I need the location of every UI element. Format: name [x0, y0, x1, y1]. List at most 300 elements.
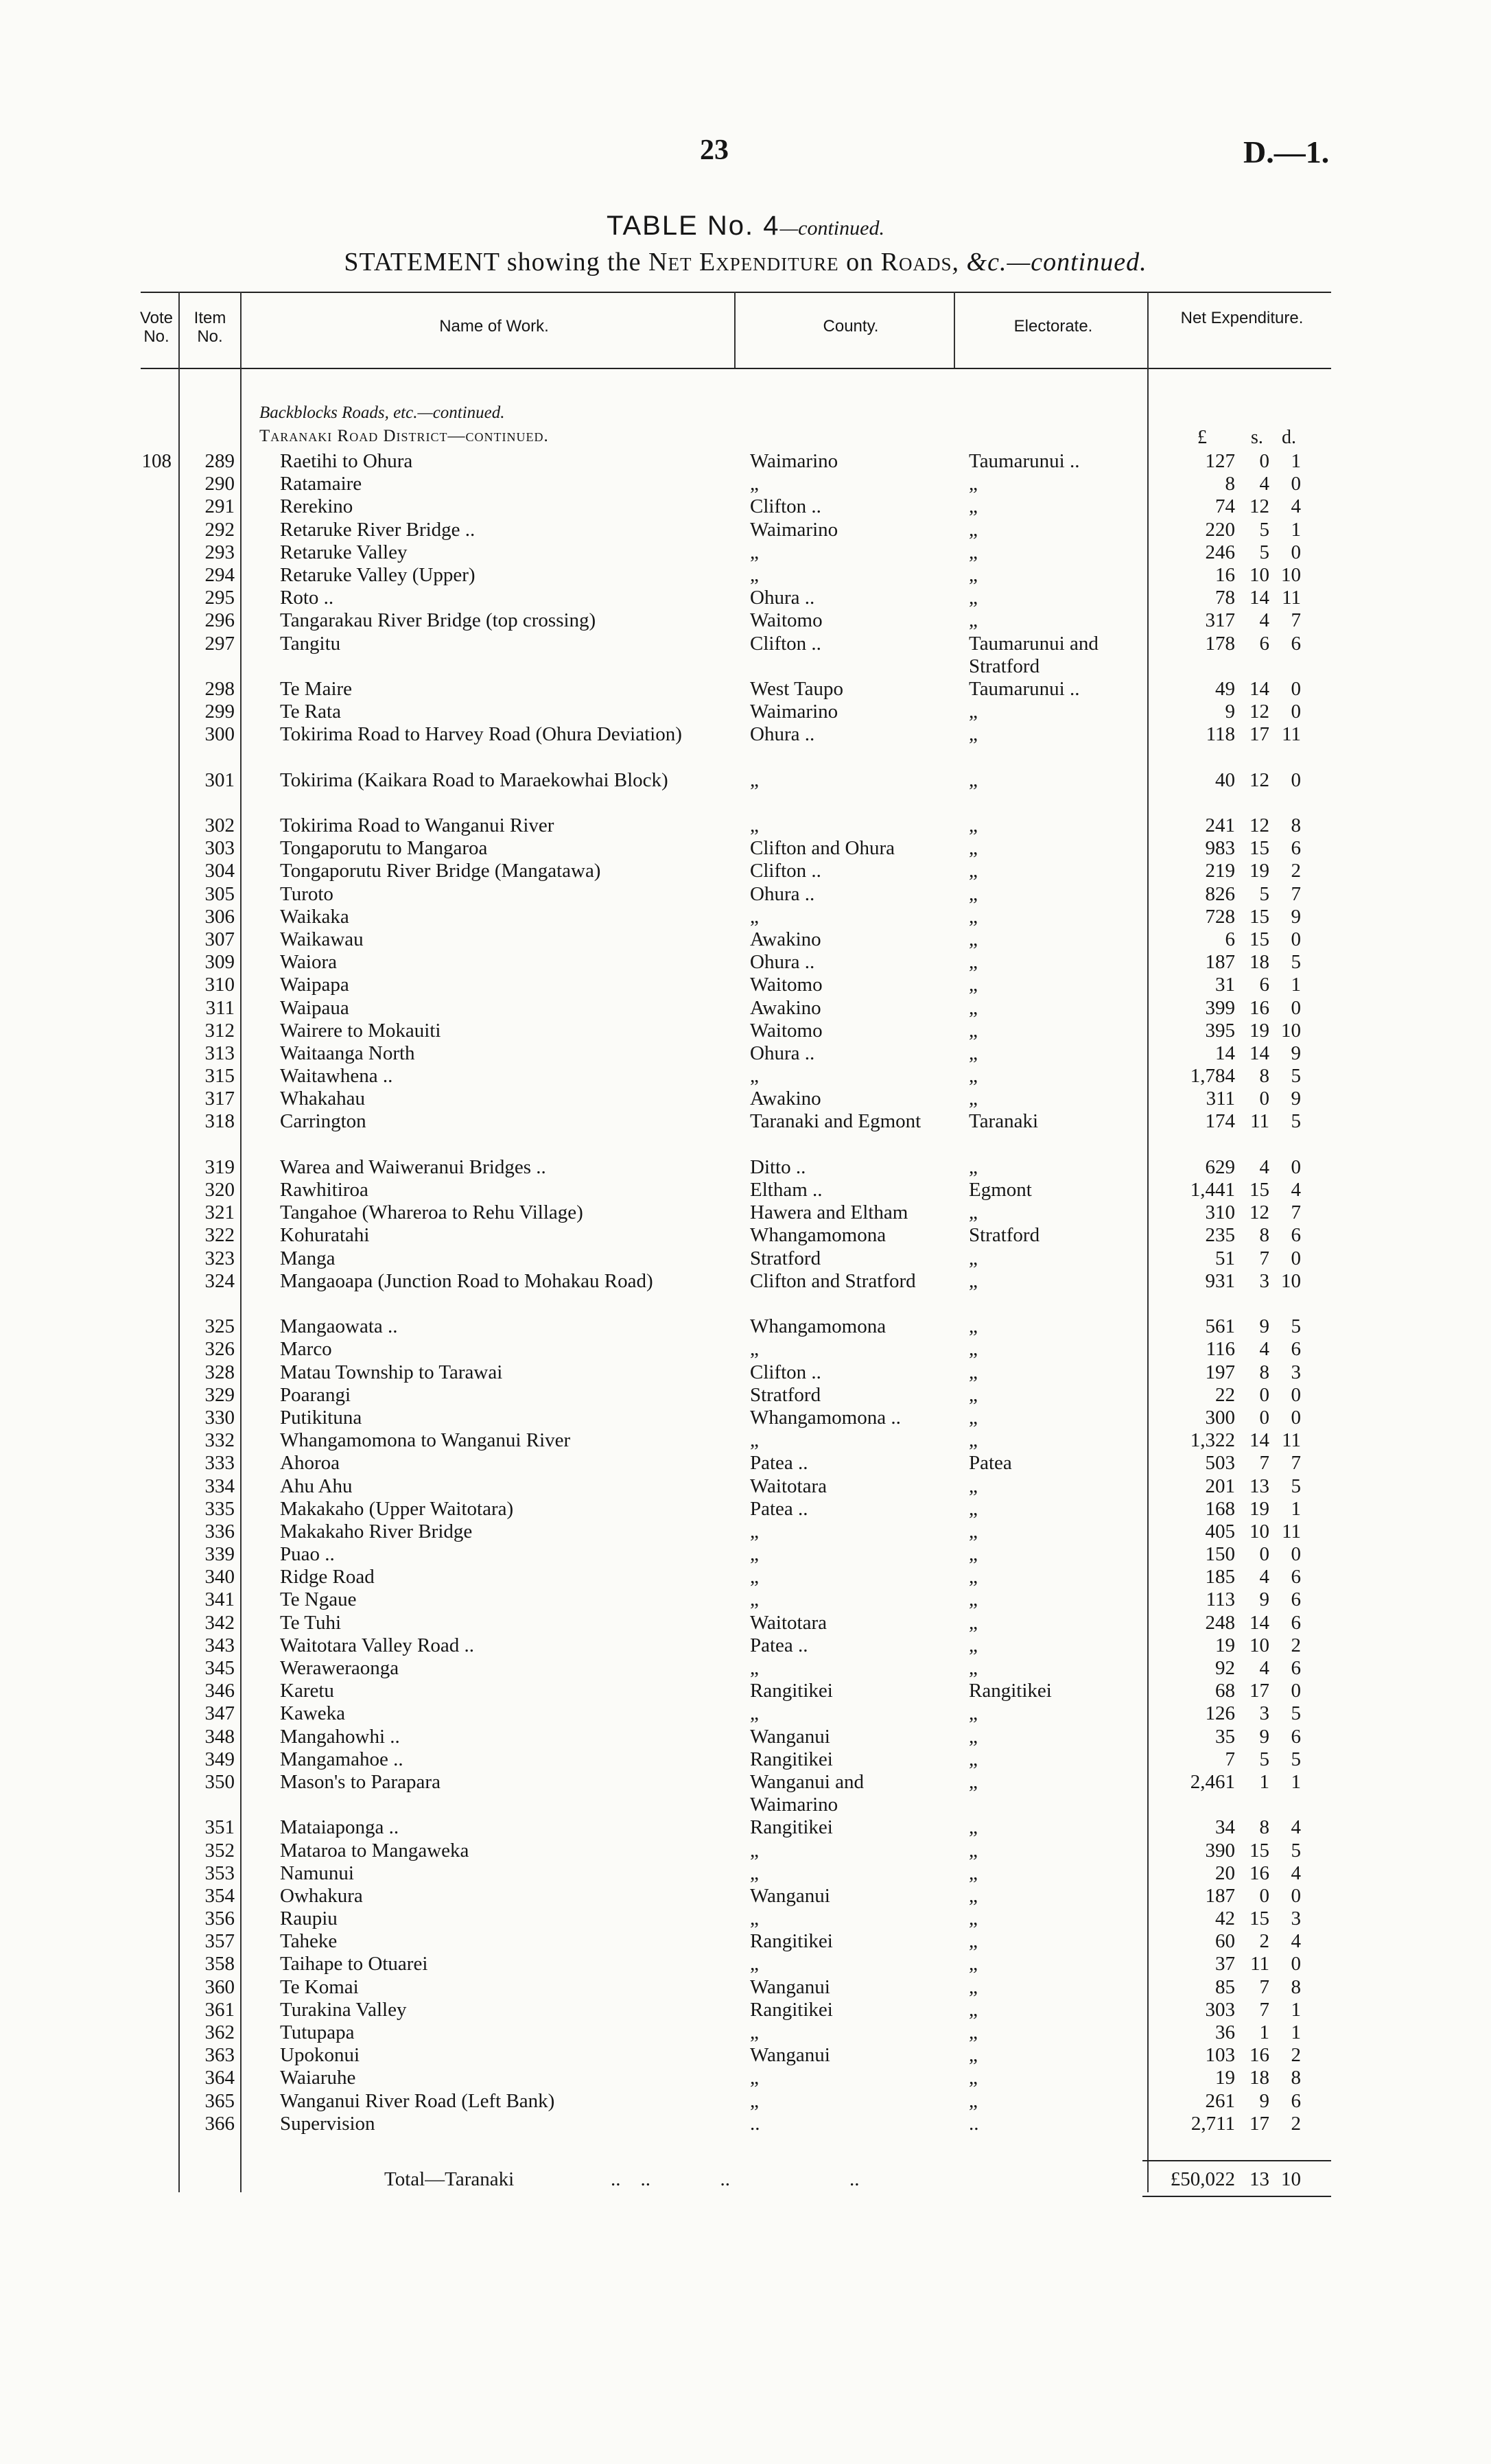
- amount-shillings: 10: [1249, 563, 1269, 586]
- work-name: Te Rata: [280, 701, 341, 723]
- col-header-item: Item No.: [193, 309, 226, 346]
- work-name: Retaruke Valley (Upper): [280, 563, 476, 586]
- amount-pence: 0: [1291, 677, 1301, 700]
- item-number: 333: [204, 1452, 235, 1475]
- electorate-name: „: [969, 1475, 978, 1497]
- amount-shillings: 11: [1250, 1110, 1269, 1133]
- table-title-suffix: —continued.: [779, 217, 884, 239]
- electorate-name: „: [969, 609, 978, 632]
- electorate-name: „: [969, 1748, 978, 1770]
- amount-shillings: 0: [1259, 1406, 1269, 1429]
- amount-pounds: 6: [1225, 928, 1235, 950]
- amount-shillings: 19: [1249, 1497, 1269, 1520]
- amount-pounds: 561: [1205, 1315, 1235, 1338]
- amount-shillings: 7: [1259, 1975, 1269, 1998]
- work-name: Mangaoapa (Junction Road to Mohakau Road): [280, 1269, 653, 1292]
- amount-pence: 6: [1291, 1657, 1301, 1680]
- work-name: Manga: [280, 1247, 336, 1269]
- county-name: Clifton ..: [750, 860, 821, 882]
- work-name: Ratamaire: [280, 473, 362, 495]
- county-name: „: [750, 1429, 759, 1452]
- amount-shillings: 15: [1249, 1179, 1269, 1201]
- work-name: Mataroa to Mangaweka: [280, 1839, 469, 1862]
- work-name: Raupiu: [280, 1908, 338, 1930]
- amount-pounds: 19: [1215, 2067, 1235, 2089]
- item-number: 322: [204, 1224, 235, 1247]
- amount-shillings: 0: [1259, 1088, 1269, 1110]
- work-name: Makakaho River Bridge: [280, 1520, 473, 1542]
- amount-shillings: 14: [1249, 1042, 1269, 1064]
- county-name: Wanganui: [750, 1884, 830, 1907]
- amount-pence: 7: [1291, 609, 1301, 632]
- county-name: „: [750, 905, 759, 928]
- electorate-name: „: [969, 837, 978, 860]
- item-number: 307: [204, 928, 235, 950]
- work-name: Tokirima (Kaikara Road to Maraekowhai Block): [280, 768, 668, 791]
- amount-shillings: 3: [1259, 1702, 1269, 1725]
- amount-pounds: 931: [1205, 1269, 1235, 1292]
- work-name: Ahu Ahu: [280, 1475, 353, 1497]
- item-number: 299: [204, 701, 235, 723]
- work-name: Whakahau: [280, 1088, 365, 1110]
- amount-pounds: 303: [1205, 1998, 1235, 2021]
- amount-pounds: 310: [1205, 1201, 1235, 1224]
- county-name: „: [750, 541, 759, 563]
- backblocks-text: Backblocks Roads, etc.—continued.: [259, 403, 505, 422]
- electorate-name: „: [969, 1497, 978, 1520]
- work-name: Kaweka: [280, 1702, 346, 1725]
- item-number: 321: [204, 1201, 235, 1224]
- table-row: [0, 1065, 1491, 1088]
- amount-shillings: 15: [1249, 1908, 1269, 1930]
- amount-pence: 9: [1291, 1088, 1301, 1110]
- work-name: Taihape to Otuarei: [280, 1953, 428, 1975]
- amount-pounds: 826: [1205, 882, 1235, 905]
- amount-pence: 11: [1282, 1429, 1301, 1452]
- amount-pounds: 20: [1215, 1862, 1235, 1884]
- amount-shillings: 4: [1259, 1338, 1269, 1361]
- table-title: [0, 211, 1491, 242]
- county-name: „: [750, 1862, 759, 1884]
- work-name: Tokirima Road to Wanganui River: [280, 814, 554, 837]
- item-number: 345: [204, 1657, 235, 1680]
- table-row: [0, 450, 1491, 473]
- amount-pence: 10: [1281, 1269, 1301, 1292]
- amount-pence: 0: [1291, 768, 1301, 791]
- electorate-name: „: [969, 1702, 978, 1725]
- table-row: [0, 1885, 1491, 1908]
- work-name: Waiaruhe: [280, 2067, 356, 2089]
- electorate-name: „: [969, 1065, 978, 1088]
- amount-pounds: 150: [1205, 1543, 1235, 1566]
- electorate-name: „: [969, 1088, 978, 1110]
- county-name: Waitotara: [750, 1475, 827, 1497]
- amount-shillings: 1: [1259, 1770, 1269, 1793]
- amount-shillings: 15: [1249, 905, 1269, 928]
- work-name: Te Ngaue: [280, 1588, 357, 1611]
- amount-pounds: 85: [1215, 1975, 1235, 1998]
- county-name: Hawera and Eltham: [750, 1201, 908, 1224]
- electorate-name: „: [969, 1361, 978, 1383]
- amount-shillings: 2: [1259, 1930, 1269, 1953]
- amount-pence: 3: [1291, 1908, 1301, 1930]
- amount-pence: 6: [1291, 1611, 1301, 1634]
- item-number: 329: [204, 1383, 235, 1406]
- table-row: [0, 974, 1491, 996]
- table-row: [0, 1201, 1491, 1224]
- amount-shillings: 13: [1249, 1475, 1269, 1497]
- amount-pounds: 16: [1215, 563, 1235, 586]
- amount-shillings: 19: [1249, 1019, 1269, 1042]
- county-name: „: [750, 1953, 759, 1975]
- amount-pounds: 405: [1205, 1520, 1235, 1542]
- electorate-name: „: [969, 1543, 978, 1566]
- work-name: Whangamomona to Wanganui River: [280, 1429, 571, 1452]
- work-name: Retaruke Valley: [280, 541, 408, 563]
- section-heading-taranaki: Taranaki Road District—continued.: [259, 427, 549, 445]
- electorate-name: „: [969, 2067, 978, 2089]
- county-name: „: [750, 1908, 759, 1930]
- county-name: „: [750, 2067, 759, 2089]
- electorate-name: „: [969, 473, 978, 495]
- amount-shillings: 8: [1259, 1816, 1269, 1839]
- amount-pence: 1: [1291, 1770, 1301, 1793]
- item-number: 296: [204, 609, 235, 632]
- county-name: Wanganui and Waimarino: [750, 1770, 864, 1816]
- amount-shillings: 3: [1259, 1269, 1269, 1292]
- table-row: [0, 1521, 1491, 1543]
- amount-pounds: 246: [1205, 541, 1235, 563]
- work-name: Turoto: [280, 882, 333, 905]
- work-name: Warea and Waiweranui Bridges ..: [280, 1155, 546, 1178]
- item-number: 305: [204, 882, 235, 905]
- item-number: 304: [204, 860, 235, 882]
- item-number: 319: [204, 1155, 235, 1178]
- amount-pounds: 14: [1215, 1042, 1235, 1064]
- work-name: Tangitu: [280, 632, 341, 655]
- county-name: Clifton and Ohura: [750, 837, 895, 860]
- section-heading-backblocks: [259, 403, 505, 423]
- item-number: 306: [204, 905, 235, 928]
- table-row: [0, 769, 1491, 814]
- amount-pence: 1: [1291, 1497, 1301, 1520]
- electorate-name: „: [969, 974, 978, 996]
- amount-shillings: 0: [1259, 1543, 1269, 1566]
- amount-pounds: 127: [1205, 450, 1235, 472]
- work-name: Marco: [280, 1338, 332, 1361]
- col-header-electorate: Electorate.: [1013, 317, 1093, 336]
- amount-pounds: 113: [1206, 1588, 1235, 1611]
- statement-middle: on: [838, 248, 881, 277]
- item-number: 339: [204, 1543, 235, 1566]
- county-name: Stratford: [750, 1247, 821, 1269]
- county-name: „: [750, 1338, 759, 1361]
- work-name: Mataiaponga ..: [280, 1816, 399, 1839]
- amount-pence: 6: [1291, 1338, 1301, 1361]
- table-row: [0, 1702, 1491, 1725]
- table-row: [0, 1475, 1491, 1498]
- item-number: 311: [205, 996, 235, 1019]
- amount-pounds: 187: [1205, 1884, 1235, 1907]
- electorate-name: ..: [969, 2112, 979, 2135]
- amount-pence: 10: [1281, 563, 1301, 586]
- amount-pounds: 19: [1215, 1634, 1235, 1656]
- electorate-name: „: [969, 701, 978, 723]
- amount-shillings: 4: [1259, 473, 1269, 495]
- electorate-name: „: [969, 1269, 978, 1292]
- work-name: Retaruke River Bridge ..: [280, 518, 476, 541]
- amount-pounds: 40: [1215, 768, 1235, 791]
- amount-pence: 8: [1291, 2067, 1301, 2089]
- electorate-name: „: [969, 928, 978, 950]
- county-name: Rangitikei: [750, 1930, 833, 1953]
- amount-pounds: 68: [1215, 1680, 1235, 1702]
- amount-pence: 0: [1291, 1406, 1301, 1429]
- amount-pence: 7: [1291, 1201, 1301, 1224]
- work-name: Tangahoe (Whareroa to Rehu Village): [280, 1201, 583, 1224]
- work-name: Taheke: [280, 1930, 338, 1953]
- item-number: 293: [204, 541, 235, 563]
- item-number: 335: [204, 1497, 235, 1520]
- item-number: 302: [204, 814, 235, 837]
- work-name: Matau Township to Tarawai: [280, 1361, 503, 1383]
- item-number: 351: [204, 1816, 235, 1839]
- item-number: 295: [204, 587, 235, 609]
- work-name: Weraweraonga: [280, 1657, 399, 1680]
- amount-pounds: 185: [1205, 1566, 1235, 1588]
- county-name: Rangitikei: [750, 1998, 833, 2021]
- table-row: [0, 1840, 1491, 1862]
- amount-pounds: 235: [1205, 1224, 1235, 1247]
- amount-pounds: 49: [1215, 677, 1235, 700]
- amount-pence: 2: [1291, 1634, 1301, 1656]
- item-number: 365: [204, 2089, 235, 2112]
- work-name: Wanganui River Road (Left Bank): [280, 2089, 555, 2112]
- table-row: [0, 2067, 1491, 2089]
- work-name: Waitawhena ..: [280, 1065, 393, 1088]
- work-name: Ridge Road: [280, 1566, 375, 1588]
- county-name: Ohura ..: [750, 587, 815, 609]
- amount-pounds: 78: [1215, 587, 1235, 609]
- amount-pounds: 311: [1206, 1088, 1235, 1110]
- page-number: 23: [700, 134, 729, 166]
- currency-shillings: s.: [1251, 427, 1263, 448]
- electorate-name: „: [969, 882, 978, 905]
- work-name: Rawhitiroa: [280, 1179, 368, 1201]
- amount-pence: 8: [1291, 1975, 1301, 1998]
- electorate-name: „: [969, 1657, 978, 1680]
- amount-pence: 1: [1291, 2021, 1301, 2044]
- item-number: 303: [204, 837, 235, 860]
- county-name: Whangamomona: [750, 1315, 887, 1338]
- amount-shillings: 16: [1249, 1862, 1269, 1884]
- amount-shillings: 11: [1250, 1953, 1269, 1975]
- work-name: Ahoroa: [280, 1452, 340, 1475]
- electorate-name: Egmont: [969, 1179, 1032, 1201]
- county-name: Awakino: [750, 928, 821, 950]
- electorate-name: „: [969, 768, 978, 791]
- table-row: [0, 495, 1491, 518]
- item-number: 290: [204, 473, 235, 495]
- item-number: 358: [204, 1953, 235, 1975]
- amount-pence: 6: [1291, 1566, 1301, 1588]
- amount-shillings: 0: [1259, 1383, 1269, 1406]
- amount-shillings: 14: [1249, 1611, 1269, 1634]
- column-divider-county: [954, 292, 955, 368]
- amount-pence: 9: [1291, 905, 1301, 928]
- amount-pounds: 241: [1205, 814, 1235, 837]
- table-row: [0, 1270, 1491, 1315]
- amount-shillings: 5: [1259, 541, 1269, 563]
- amount-pounds: 248: [1205, 1611, 1235, 1634]
- amount-shillings: 4: [1259, 1566, 1269, 1588]
- amount-pounds: 31: [1215, 974, 1235, 996]
- work-name: Mangamahoe ..: [280, 1748, 403, 1770]
- amount-shillings: 9: [1259, 1588, 1269, 1611]
- amount-pence: 11: [1282, 723, 1301, 746]
- table-row: [0, 906, 1491, 928]
- electorate-name: „: [969, 1953, 978, 1975]
- county-name: „: [750, 1702, 759, 1725]
- amount-shillings: 8: [1259, 1224, 1269, 1247]
- amount-shillings: 5: [1259, 518, 1269, 541]
- table-row: [0, 1452, 1491, 1475]
- item-number: 312: [204, 1019, 235, 1042]
- electorate-name: „: [969, 1520, 978, 1542]
- amount-shillings: 10: [1249, 1634, 1269, 1656]
- county-name: Stratford: [750, 1383, 821, 1406]
- work-name: Rerekino: [280, 495, 353, 518]
- work-name: Tangarakau River Bridge (top crossing): [280, 609, 596, 632]
- amount-pounds: 2,711: [1190, 2112, 1235, 2135]
- total-leader-dots: .. .. .. ..: [611, 2168, 860, 2190]
- item-number: 289: [204, 450, 235, 472]
- electorate-name: „: [969, 541, 978, 563]
- amount-shillings: 18: [1249, 951, 1269, 974]
- amount-pence: 6: [1291, 1224, 1301, 1247]
- amount-pence: 1: [1291, 974, 1301, 996]
- amount-pounds: 178: [1205, 632, 1235, 655]
- table-row: [0, 928, 1491, 951]
- item-number: 360: [204, 1975, 235, 1998]
- amount-pounds: 22: [1215, 1383, 1235, 1406]
- table-row: [0, 609, 1491, 632]
- work-name: Mason's to Parapara: [280, 1770, 441, 1793]
- amount-shillings: 14: [1249, 677, 1269, 700]
- amount-pounds: 2,461: [1190, 1770, 1235, 1793]
- amount-pence: 6: [1291, 1725, 1301, 1748]
- table-row: [0, 1543, 1491, 1566]
- county-name: Clifton ..: [750, 632, 821, 655]
- amount-shillings: 0: [1259, 450, 1269, 472]
- amount-pence: 0: [1291, 1680, 1301, 1702]
- amount-pounds: 60: [1215, 1930, 1235, 1953]
- county-name: Waitomo: [750, 1019, 823, 1042]
- statement-caps2: Roads: [880, 248, 952, 277]
- amount-shillings: 4: [1259, 1657, 1269, 1680]
- amount-pence: 3: [1291, 1361, 1301, 1383]
- item-number: 354: [204, 1884, 235, 1907]
- table-row: [0, 723, 1491, 768]
- amount-pence: 10: [1281, 1019, 1301, 1042]
- total-bottom-rule: [1142, 2196, 1331, 2197]
- total-pence: 10: [1281, 2168, 1301, 2190]
- total-top-rule: [1142, 2160, 1331, 2161]
- column-divider-name: [734, 292, 736, 368]
- item-number: 341: [204, 1588, 235, 1611]
- table-row: [0, 473, 1491, 495]
- county-name: „: [750, 814, 759, 837]
- electorate-name: „: [969, 587, 978, 609]
- item-number: 317: [204, 1088, 235, 1110]
- amount-shillings: 7: [1259, 1998, 1269, 2021]
- amount-shillings: 14: [1249, 587, 1269, 609]
- amount-pounds: 395: [1205, 1019, 1235, 1042]
- work-name: Upokonui: [280, 2044, 360, 2067]
- amount-shillings: 19: [1249, 860, 1269, 882]
- statement-caps: Net Expenditure: [648, 248, 839, 277]
- county-name: ..: [750, 2112, 760, 2135]
- table-row: [0, 1429, 1491, 1452]
- amount-pounds: 197: [1205, 1361, 1235, 1383]
- amount-shillings: 1: [1259, 2021, 1269, 2044]
- amount-pounds: 399: [1205, 996, 1235, 1019]
- work-name: Supervision: [280, 2112, 375, 2135]
- amount-shillings: 7: [1259, 1452, 1269, 1475]
- table-title-main: TABLE No. 4: [607, 211, 780, 241]
- item-number: 320: [204, 1179, 235, 1201]
- amount-shillings: 12: [1249, 768, 1269, 791]
- electorate-name: „: [969, 518, 978, 541]
- amount-pence: 5: [1291, 1702, 1301, 1725]
- work-name: Namunui: [280, 1862, 354, 1884]
- electorate-name: „: [969, 1862, 978, 1884]
- electorate-name: „: [969, 1998, 978, 2021]
- item-number: 363: [204, 2044, 235, 2067]
- work-name: Tutupapa: [280, 2021, 355, 2044]
- table-top-rule: [141, 292, 1331, 293]
- amount-pounds: 168: [1205, 1497, 1235, 1520]
- table-row: [0, 1771, 1491, 1816]
- amount-pence: 5: [1291, 1839, 1301, 1862]
- amount-pounds: 51: [1215, 1247, 1235, 1269]
- county-name: Waimarino: [750, 518, 838, 541]
- work-name: Mangaowata ..: [280, 1315, 398, 1338]
- amount-pence: 5: [1291, 1475, 1301, 1497]
- work-name: Carrington: [280, 1110, 366, 1133]
- work-name: Karetu: [280, 1680, 334, 1702]
- county-name: Patea ..: [750, 1634, 808, 1656]
- amount-pounds: 300: [1205, 1406, 1235, 1429]
- amount-shillings: 17: [1249, 2112, 1269, 2135]
- item-number: 318: [204, 1110, 235, 1133]
- table-row: [0, 1110, 1491, 1155]
- amount-pence: 11: [1282, 587, 1301, 609]
- amount-pence: 0: [1291, 928, 1301, 950]
- county-name: Ohura ..: [750, 723, 815, 746]
- amount-shillings: 6: [1259, 974, 1269, 996]
- amount-pence: 2: [1291, 2112, 1301, 2135]
- item-number: 324: [204, 1269, 235, 1292]
- table-row: [0, 701, 1491, 723]
- table-row: [0, 2090, 1491, 2113]
- amount-shillings: 9: [1259, 1315, 1269, 1338]
- electorate-name: „: [969, 1201, 978, 1224]
- amount-pounds: 118: [1206, 723, 1235, 746]
- table-row: [0, 1566, 1491, 1588]
- table-row: [0, 633, 1491, 678]
- table-row: [0, 564, 1491, 587]
